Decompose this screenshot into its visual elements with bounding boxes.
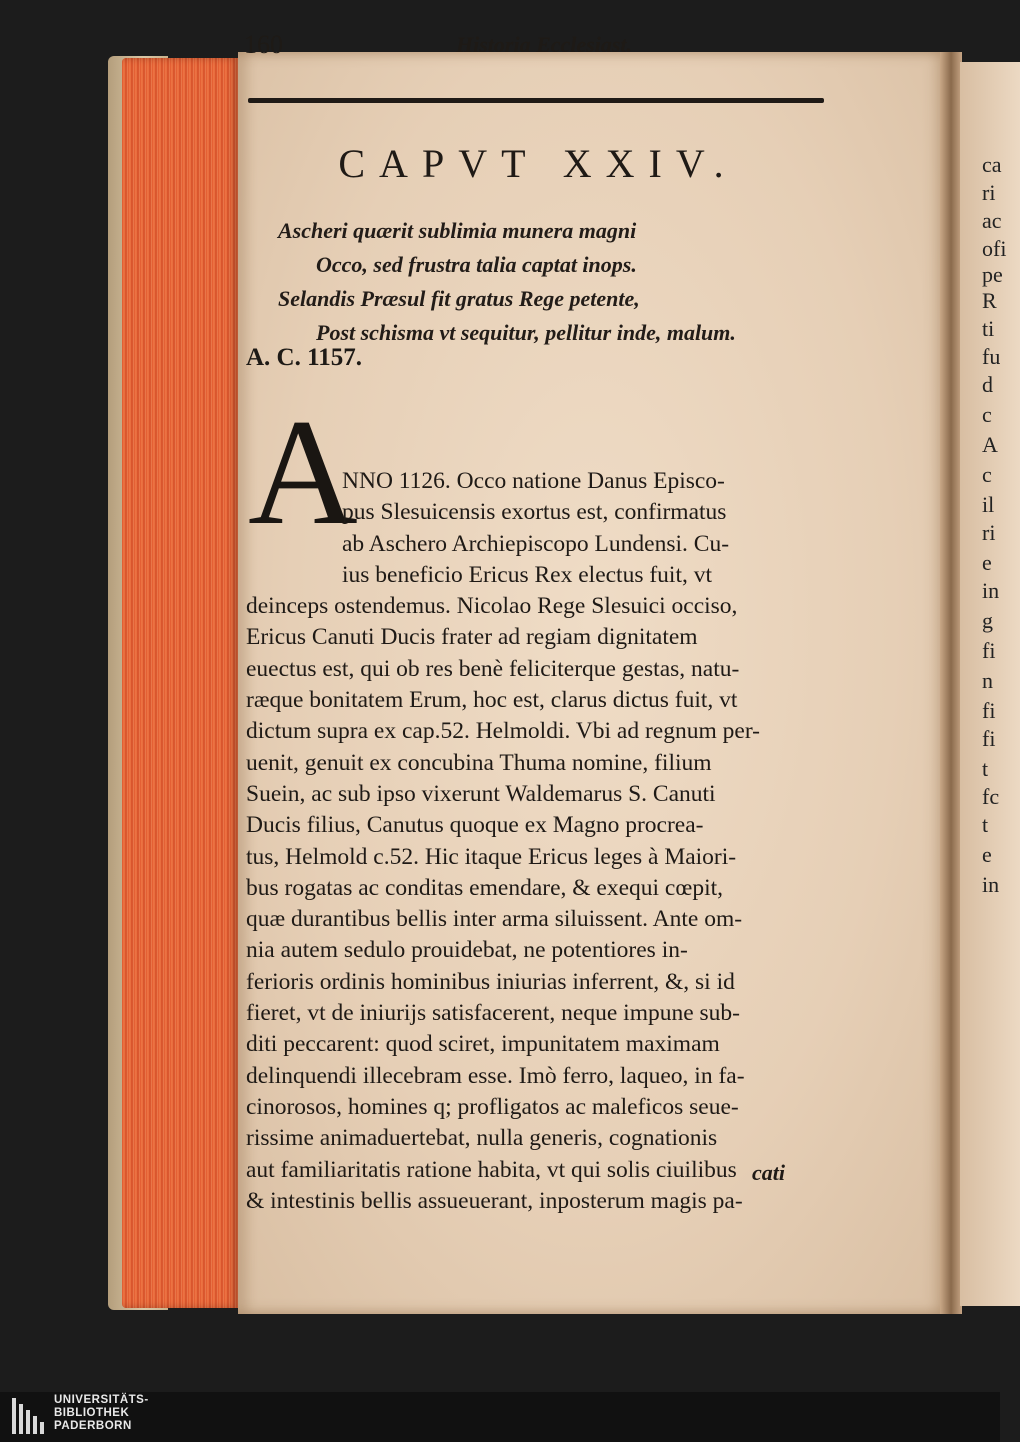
facing-page-fragment: il [982,492,995,517]
page-edges [122,58,240,1308]
facing-page-fragment: c [982,402,992,427]
text-line: dictum supra ex cap.52. Helmoldi. Vbi ad regnum per- [246,718,761,745]
facing-page-fragment: e [982,550,992,575]
text-line: delinquendi illecebram esse. Imò ferro, laqueo, in fa- [246,1062,745,1089]
facing-page-fragment: t [982,756,989,781]
text-line: euectus est, qui ob res benè feliciterque gestas, natu- [246,655,740,682]
facing-page-fragment: t [982,812,989,837]
verse-line: Post schisma vt sequitur, pellitur inde, malum. [316,320,736,345]
facing-page-fragment: ri [982,180,996,205]
text-line: quæ durantibus bellis inter arma siluissent. Ante om- [246,906,743,933]
text-line: aut familiaritatis ratione habita, vt qui solis ciuilibus [246,1156,737,1183]
chapter-title: CAPVT XXIV. [338,141,738,186]
text-line: pus Slesuicensis exortus est, confirmatus [342,499,727,526]
text-line: uenit, genuit ex concubina Thuma nomine, filium [246,749,712,776]
facing-page-fragment: fi [982,638,996,663]
facing-page-fragment: g [982,608,993,633]
verse-line: Occo, sed frustra talia captat inops. [316,252,637,277]
facing-page-fragment: c [982,462,992,487]
running-head [244,30,704,66]
library-footer [0,1392,1000,1442]
text-line: ius beneficio Ericus Rex electus fuit, vt [342,561,713,588]
running-title: Historia Ecclesiast. [456,32,632,57]
text-line: ab Aschero Archiepiscopo Lundensi. Cu- [342,530,730,557]
book-gutter [940,52,962,1314]
text-line: deinceps ostendemus. Nicolao Rege Slesuici occiso, [246,593,738,620]
text-line: rissime animaduertebat, nulla generis, cognationis [246,1125,718,1152]
facing-page-fragment: pe [982,262,1003,287]
drop-cap: A [248,388,358,556]
text-line: bus rogatas ac conditas emendare, & exequi cœpit, [246,874,724,901]
facing-page-fragment: ti [982,316,995,341]
facing-page-fragment: e [982,842,992,867]
facing-page-fragment: ri [982,520,996,545]
text-line: ræque bonitatem Erum, hoc est, clarus dictus fuit, vt [246,687,738,714]
verse-summary [278,214,736,350]
facing-page-fragment: fc [982,784,1000,809]
facing-page-fragment: A [982,432,998,457]
verse-line: Selandis Præsul fit gratus Rege petente, [278,286,640,311]
facing-page-fragment: ca [982,152,1002,177]
text-line: fieret, vt de iniurijs satisfacerent, neque impune sub- [246,1000,740,1027]
facing-page-fragment: in [982,578,1000,603]
facing-page-fragment: ac [982,208,1002,233]
facing-page-fragment: fu [982,344,1001,369]
text-line: NNO 1126. Occo natione Danus Episco- [342,468,725,494]
facing-page-fragment: fi [982,698,996,723]
text-line: Suein, ac sub ipso vixerunt Waldemarus S. Canuti [246,780,716,807]
text-line: diti peccarent: quod sciret, impunitatem maximam [246,1031,720,1058]
facing-page-fragment: ofi [982,236,1007,261]
text-line: tus, Helmold c.52. Hic itaque Ericus leges à Maiori- [246,843,737,870]
page-number: 160 [244,30,283,59]
verse-line: Ascheri quærit sublimia munera magni [278,218,637,243]
catchword: cati [752,1160,785,1185]
text-line: Ericus Canuti Ducis frater ad regiam dignitatem [246,624,698,651]
header-rule [248,98,824,103]
text-line: & intestinis bellis assueuerant, inposterum magis pa- [246,1187,743,1214]
year-marker: A. C. 1157. [246,344,362,371]
library-name: UNIVERSITÄTS- BIBLIOTHEK PADERBORN [54,1394,149,1432]
text-line: cinorosos, homines q; profligatos ac maleficos seue- [246,1093,739,1120]
text-line: ferioris ordinis hominibus iniurias inferrent, &, si id [246,968,735,995]
text-line: Ducis filius, Canutus quoque ex Magno procrea- [246,812,704,839]
text-line: nia autem sedulo prouidebat, ne potentiores in- [246,937,688,964]
facing-page-fragment: R [982,288,997,313]
facing-page-fragment: n [982,668,993,693]
facing-page-fragment: d [982,372,993,397]
facing-page-fragment: in [982,872,1000,897]
facing-page-fragment: fi [982,726,996,751]
library-logo-icon [12,1398,48,1434]
facing-page [960,62,1020,1306]
body-text [246,466,820,1217]
